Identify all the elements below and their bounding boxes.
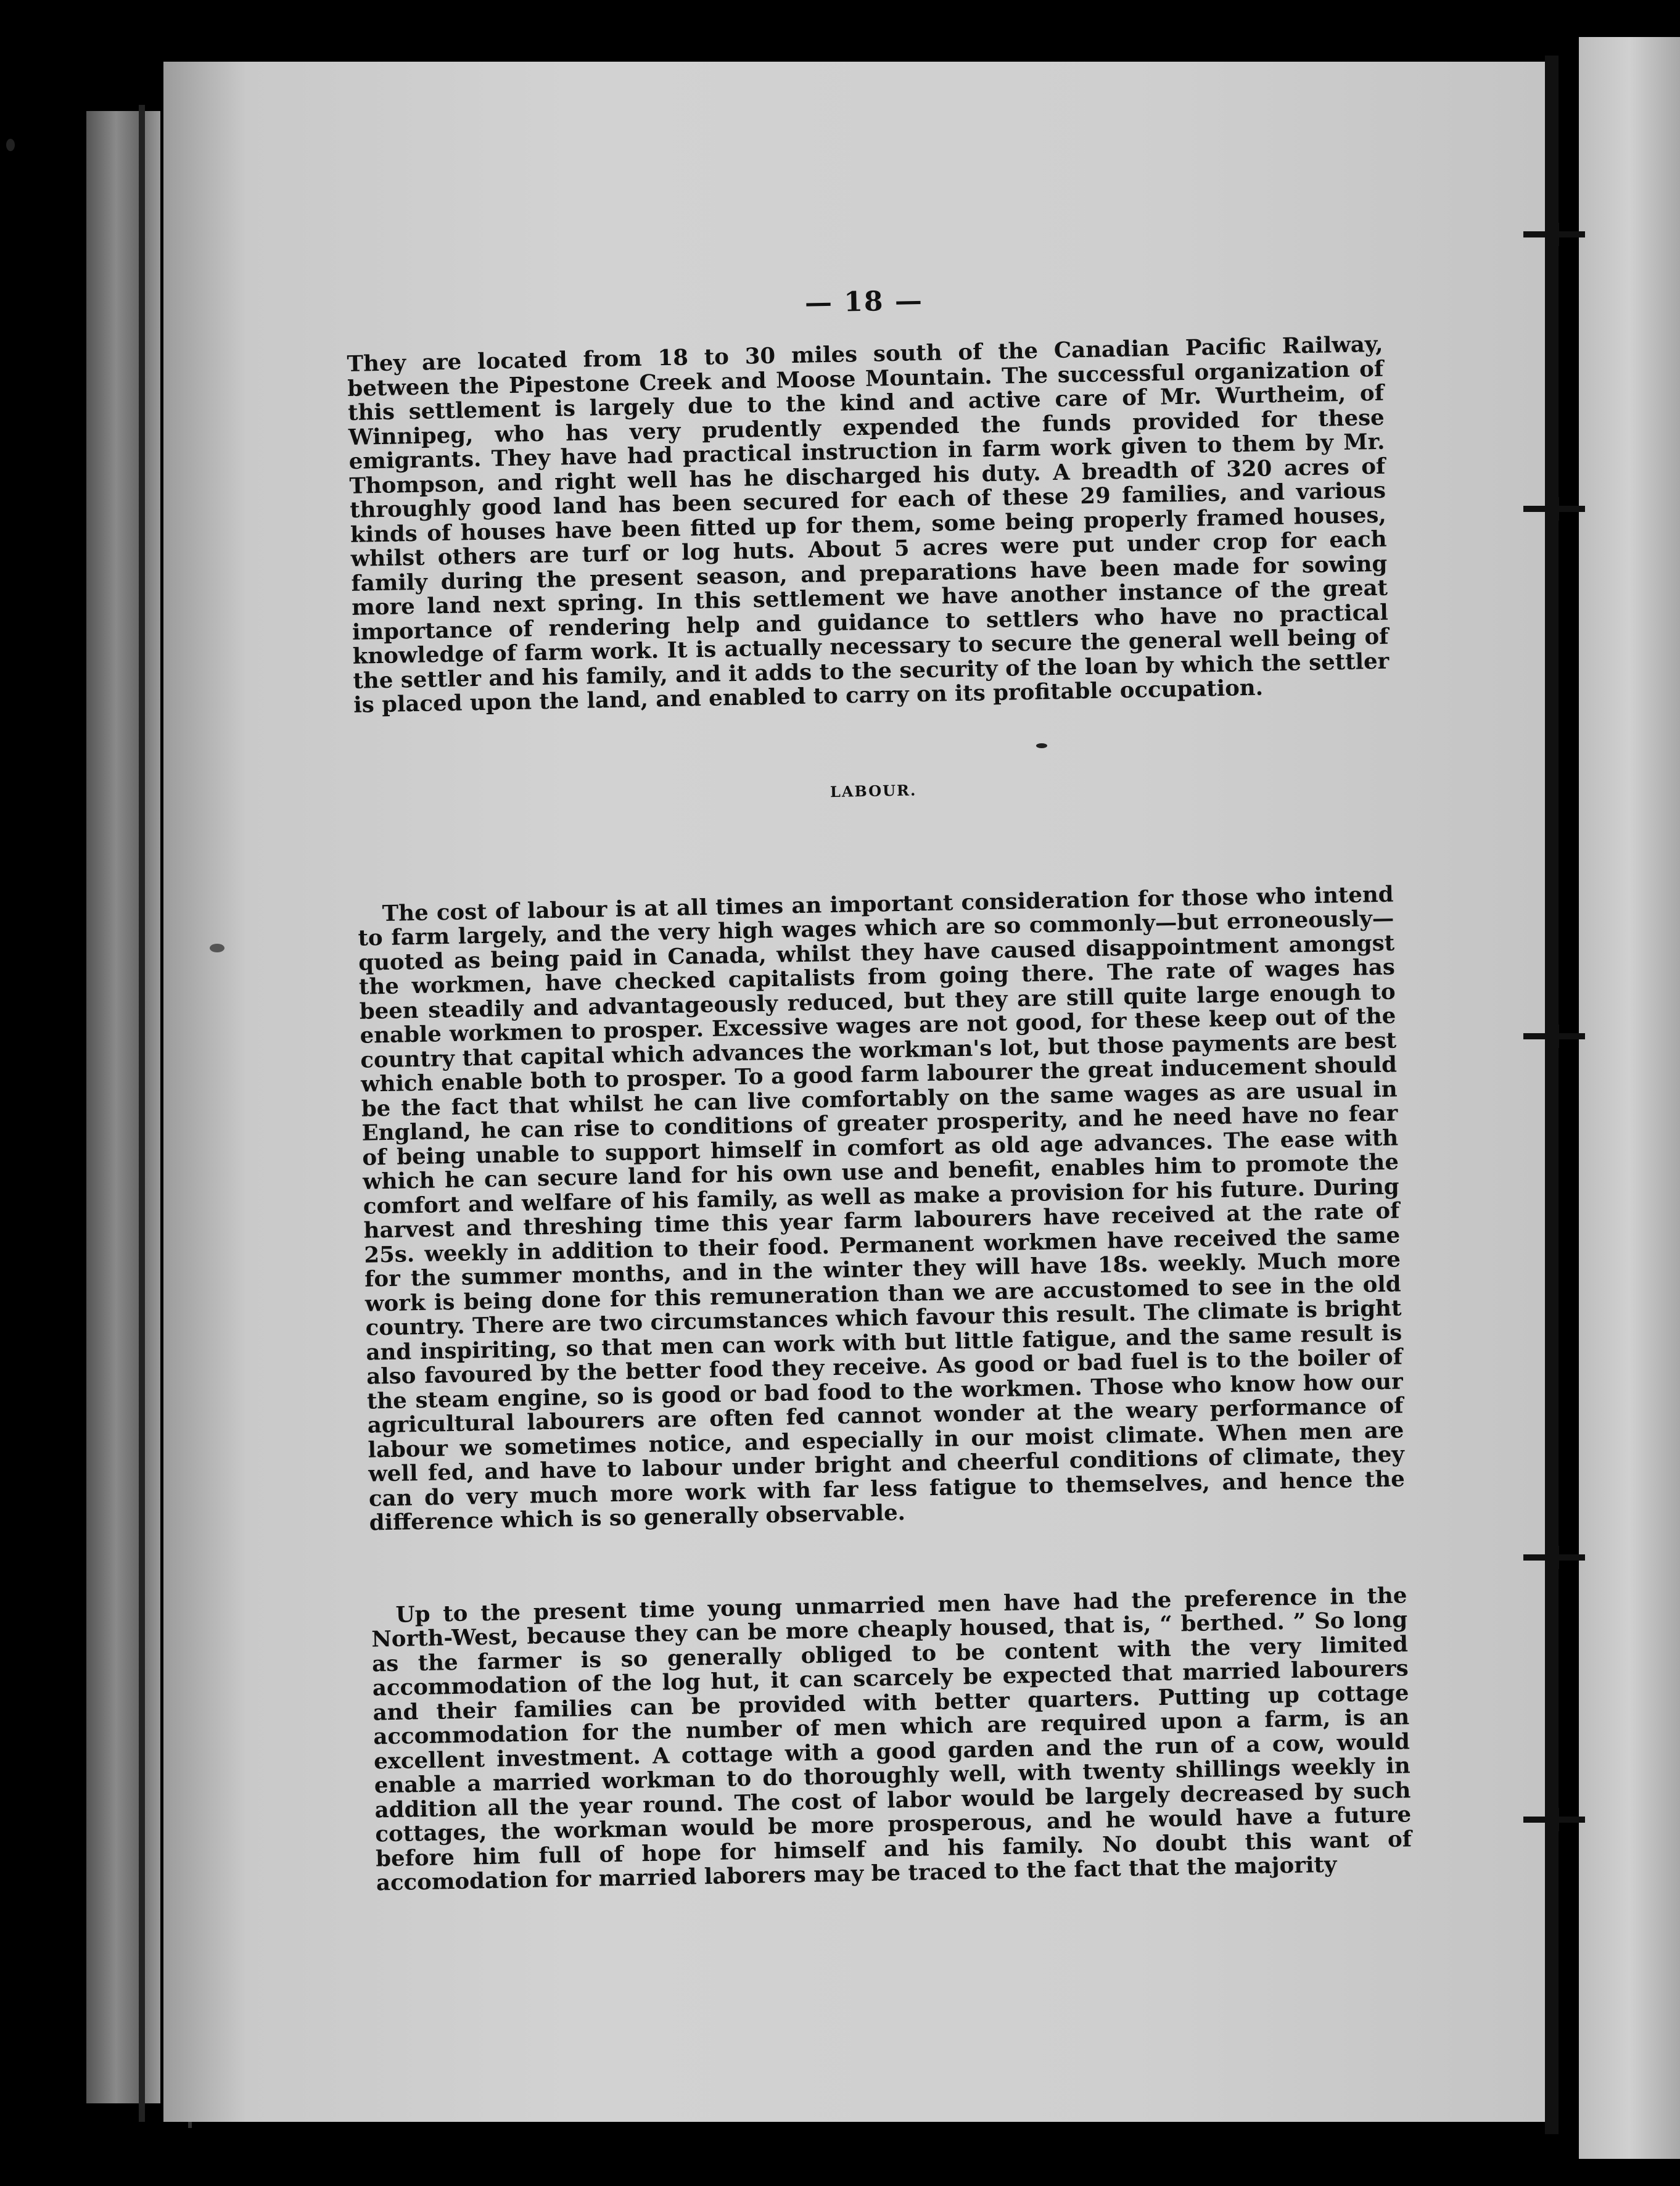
paragraph-housing: Up to the present time young unmarried men have had the preference in the North-West, because they can be more cheaply housed, that is, “ berthed. ” So long as the farmer is so generally obliged to be content with the very limited accommodation of the log hut, it can scarcely be expected that married labourers and their families can be provided with better quarters. Putting up cottage accommodation for the number of men which are required upon a farm, is an excellent investment. A cottage with a good garden and the run of a cow, would enable a married workman to do thoroughly well, with twenty shillings weekly in addition all the year round. The cost of labor would be largely decreased by such cottages, the workman would be more prosperous, and he would have a future before him full of hope for himself and his family. No doubt this want of accomodation for married laborers may be traced to the fact that the majority bbox=[371, 1582, 1412, 1896]
paragraph-labour: The cost of labour is at all times an important consideration for those who intend to farm largely, and the very high wages which are so commonly—but erroneously—quoted as being paid in Canada, whilst they have caused disappointment amongst the workmen, have checked capitalists from going there. The rate of wages has been steadily and advantageously reduced, but they are still quite large enough to enable workmen to prosper. Excessive wages are not good, for these keep out of the country that capital which advances the workman's lot, but those payments are best which enable both to prosper. To a good farm labourer the great inducement should be the fact that whilst he can live comfortably on the same wages as are usual in England, he can rise to conditions of greater prosperity, and he need have no fear of being unable to support himself in comfort as old age advances. The ease with which he can secure land for his own use and benefit, enables him to promote the comfort and welfare of his family, as well as make a provision for his future. During harvest and threshing time this year farm labourers have received at the rate of 25s. weekly in addition to their food. Permanent workmen have received the same for the summer months, and in the winter they will have 18s. weekly. Much more work is being done for this remuneration than we are accustomed to see in the old country. There are two circumstances which favour this result. The climate is bright and inspiriting, so that men can work with but little fatigue, and the same result is also favoured by the better food they receive. As good or bad fuel is to the boiler of the steam engine, so is good or bad food to the workmen. Those who know how our agricultural labourers are often fed cannot wonder at the weary performance of labour we sometimes notice, and especially in our moist climate. When men are well fed, and have to labour under bright and cheerful conditions of climate, they can do very much more work with far less fatigue to themselves, and hence the difference which is so generally observable. bbox=[358, 881, 1406, 1536]
binding-stitch bbox=[1523, 1817, 1585, 1823]
paragraph-settlement: They are located from 18 to 30 miles south of the Canadian Pacific Railway, between the Pipestone Creek and Moose Mountain. The successful organization of this settlement is largely due to the kind and active care of Mr. Wurtheim, of Winnipeg, who has very prudently expended the funds provided for these emigrants. They have had practical instruction in farm work given to them by Mr. Thompson, and right well has he discharged his duty. A breadth of 320 acres of throughly good land has been secured for each of these 29 families, and various kinds of houses have been fitted up for them, some being properly framed houses, whilst others are turf or log huts. About 5 acres were put under crop for each family during the present season, and preparations have been made for sowing more land next spring. In this settlement we have another instance of the great importance of rendering help and guidance to settlers who have no practical knowledge of farm work. It is actually necessary to secure the general well being of the settler and his family, and it adds to the security of the loan by which the settler is placed upon the land, and enabled to carry on its profitable occupation. bbox=[347, 331, 1390, 718]
dust-speck bbox=[6, 139, 15, 151]
page-number: — 18 — bbox=[804, 285, 924, 319]
binding-stitch bbox=[1523, 1033, 1585, 1039]
binding-stitch bbox=[1523, 231, 1585, 237]
left-edge-shadow-line bbox=[139, 105, 145, 2122]
binding-stitch bbox=[1523, 506, 1585, 512]
section-heading: LABOUR. bbox=[830, 780, 917, 801]
binding-stitch bbox=[1523, 1554, 1585, 1561]
dust-speck bbox=[210, 944, 224, 952]
page-text bbox=[345, 258, 1412, 1895]
facing-page-edge bbox=[1579, 37, 1680, 2159]
left-page-edge bbox=[86, 111, 160, 2103]
